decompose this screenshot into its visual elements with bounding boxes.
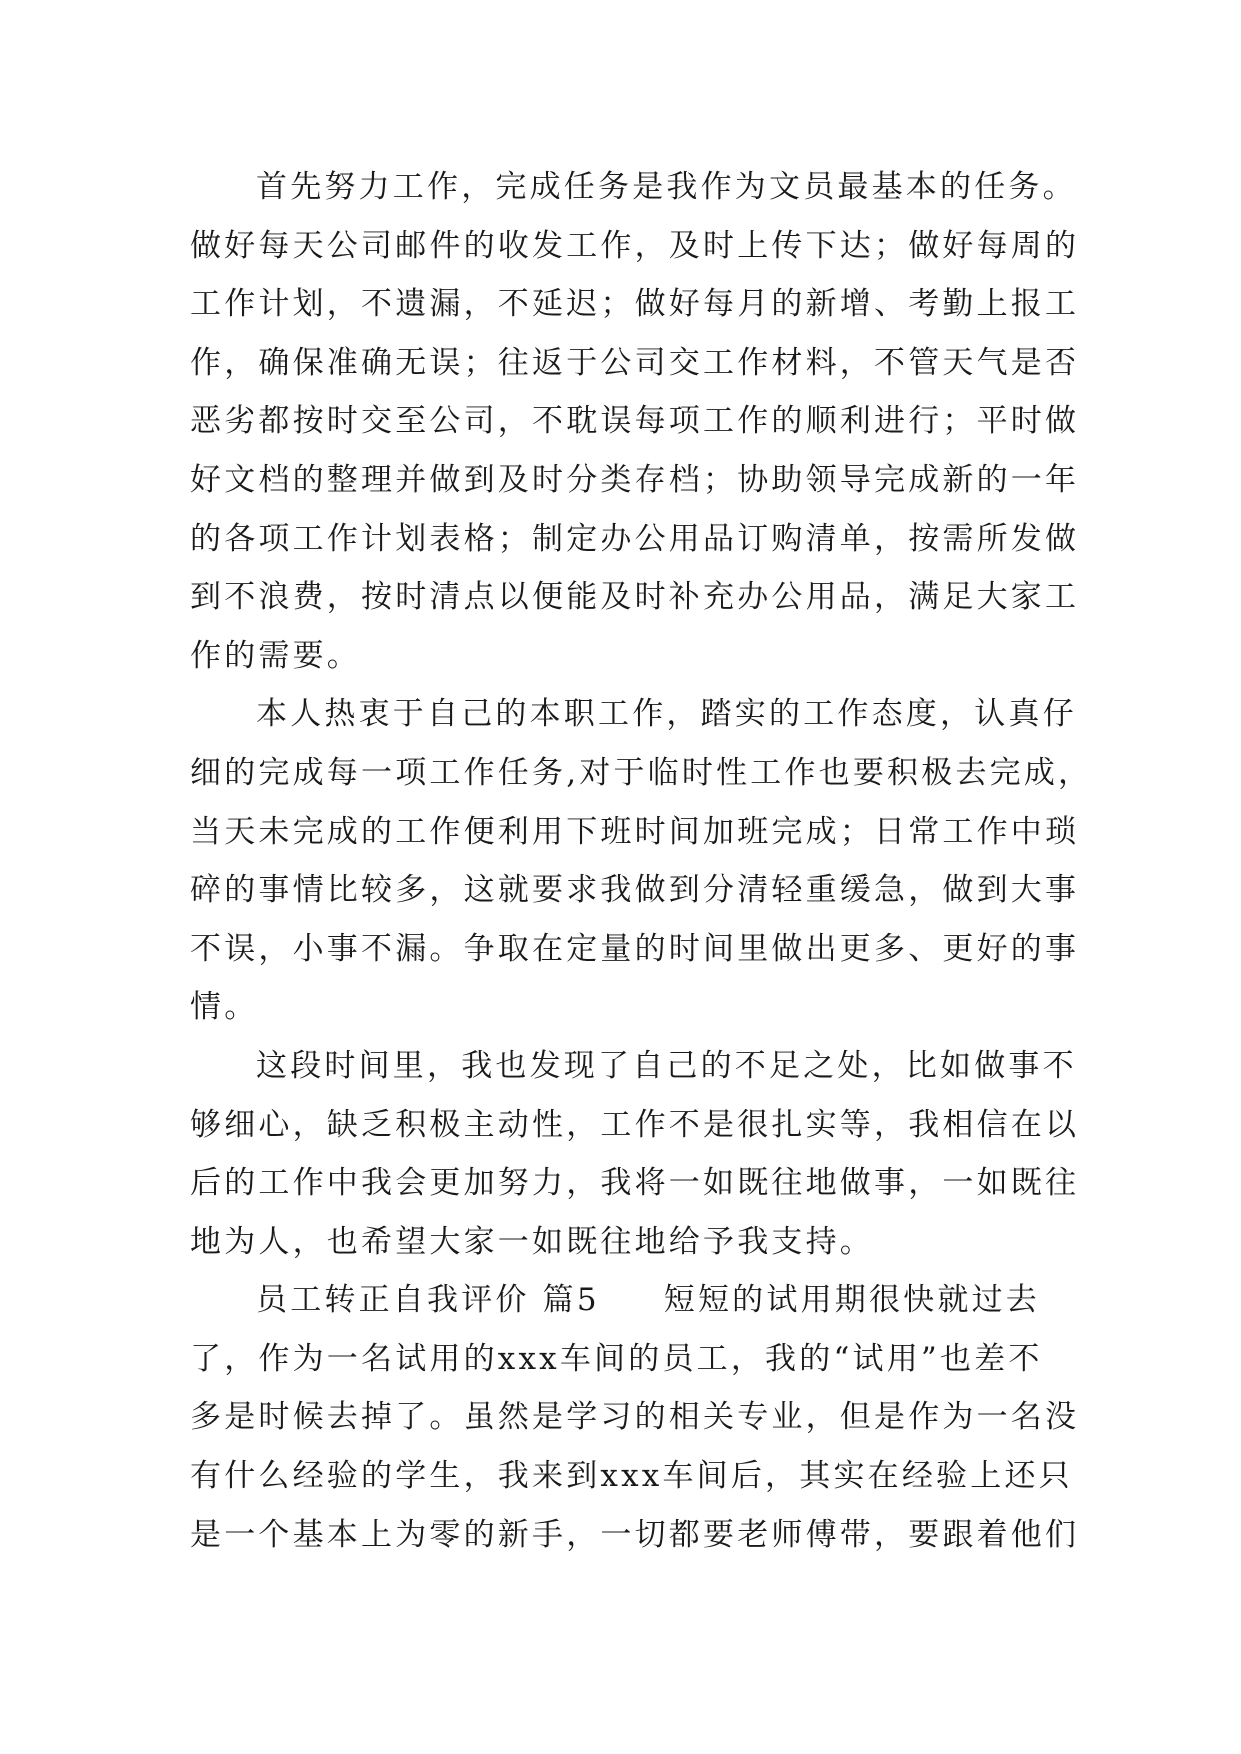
text-line: 地为人，也希望大家一如既往地给予我支持。 xyxy=(190,1223,874,1260)
section-heading-tail: 短短的试用期很快就过去 xyxy=(663,1282,1040,1319)
text-line: 这段时间里，我也发现了自己的不足之处，比如做事不 xyxy=(256,1047,1077,1084)
text-line: 情。 xyxy=(190,989,259,1026)
text-line: 后的工作中我会更加努力，我将一如既往地做事，一如既往 xyxy=(190,1165,1080,1202)
paragraph-section-5 xyxy=(190,1271,1080,1564)
text-line: 工作计划，不遗漏，不延迟；做好每月的新增、考勤上报工 xyxy=(190,286,1080,323)
text-line: 首先努力工作，完成任务是我作为文员最基本的任务。 xyxy=(256,169,1077,205)
text-line: 不误，小事不漏。争取在定量的时间里做出更多、更好的事 xyxy=(190,930,1080,967)
text-line: 细的完成每一项工作任务,对于临时性工作也要积极去完成， xyxy=(190,754,1093,791)
text-line: 了，作为一名试用的xxx车间的员工，我的“试用”也差不 xyxy=(190,1340,1043,1377)
document-body xyxy=(190,158,1093,1564)
text-line: 作的需要。 xyxy=(190,637,361,674)
paragraph-work-attitude xyxy=(190,685,1093,1037)
text-line: 本人热衷于自己的本职工作，踏实的工作态度，认真仔 xyxy=(256,696,1077,733)
text-line: 的各项工作计划表格；制定办公用品订购清单，按需所发做 xyxy=(190,520,1080,557)
text-line: 是一个基本上为零的新手，一切都要老师傅带，要跟着他们 xyxy=(190,1516,1080,1553)
paragraph-shortcomings xyxy=(190,1037,1080,1271)
section-heading-line xyxy=(190,1271,1060,1330)
text-line: 作，确保准确无误；往返于公司交工作材料，不管天气是否 xyxy=(190,344,1080,381)
text-line: 够细心，缺乏积极主动性，工作不是很扎实等，我相信在以 xyxy=(190,1106,1080,1143)
text-line: 当天未完成的工作便利用下班时间加班完成；日常工作中琐 xyxy=(190,813,1080,850)
text-line: 恶劣都按时交至公司，不耽误每项工作的顺利进行；平时做 xyxy=(190,403,1080,440)
section-heading: 员工转正自我评价 篇5 xyxy=(256,1282,600,1319)
text-line: 碎的事情比较多，这就要求我做到分清轻重缓急，做到大事 xyxy=(190,872,1080,909)
text-line: 到不浪费，按时清点以便能及时补充办公用品，满足大家工 xyxy=(190,579,1080,616)
text-line: 好文档的整理并做到及时分类存档；协助领导完成新的一年 xyxy=(190,461,1080,498)
text-line: 多是时候去掉了。虽然是学习的相关专业，但是作为一名没 xyxy=(190,1399,1080,1436)
text-line: 做好每天公司邮件的收发工作，及时上传下达；做好每周的 xyxy=(190,227,1080,264)
text-line: 有什么经验的学生，我来到xxx车间后，其实在经验上还只 xyxy=(190,1458,1073,1495)
paragraph-work-duties xyxy=(190,158,1080,685)
